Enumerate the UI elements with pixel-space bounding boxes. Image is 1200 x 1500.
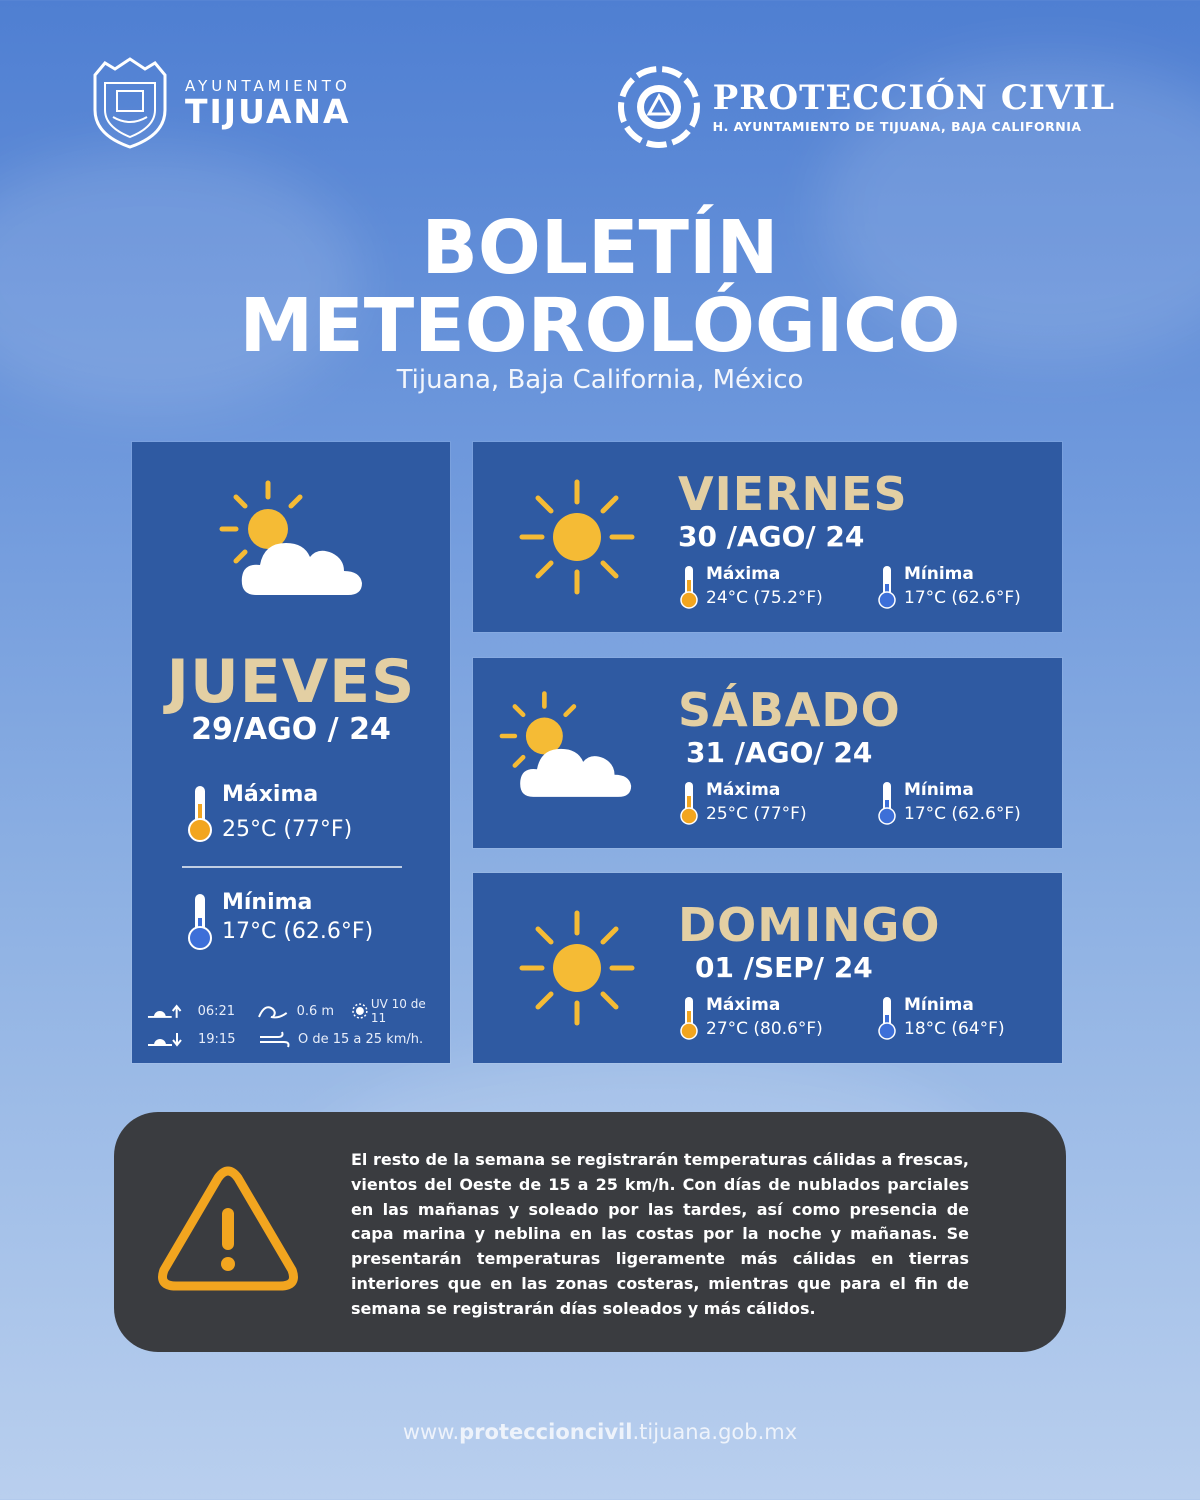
page-title (0, 205, 1200, 369)
friday-day: VIERNES (678, 467, 908, 521)
friday-date: 30 /AGO/ 24 (678, 520, 865, 553)
friday-max-label: Máxima (706, 564, 781, 584)
sunday-min-value: 18°C (64°F) (904, 1019, 1005, 1039)
wind-icon (258, 1029, 292, 1049)
sunday-max-label: Máxima (706, 995, 781, 1015)
saturday-panel (473, 658, 1062, 848)
sunday-panel (473, 873, 1062, 1063)
footer-url-domain: proteccioncivil (459, 1420, 633, 1444)
saturday-min-label: Mínima (904, 780, 974, 800)
alert-text: El resto de la semana se registrarán temperaturas cálidas a frescas, vientos del Oeste de 15 a 25 km/h. Con días de nublados parciales en las mañanas y soleado por las tardes, así como presencia de capa marina y neblina en las costas por la noche y mañanas. Se presentarán temperaturas ligeramente más cálidas en tierras interiores que en las zonas costeras, mientras que para el fin de semana se registrarán días soleados y más cálidos. (351, 1150, 969, 1318)
sunday-date: 01 /SEP/ 24 (695, 951, 873, 984)
thursday-max-label: Máxima (222, 782, 319, 807)
uv-icon (352, 1003, 368, 1019)
thursday-day: JUEVES (166, 647, 416, 717)
sunset-icon (144, 1029, 184, 1049)
warning-icon (156, 1164, 301, 1294)
friday-min-value: 17°C (62.6°F) (904, 588, 1021, 608)
title-line-1: BOLETÍN (421, 205, 779, 291)
saturday-min (876, 780, 1021, 826)
thursday-min-value: 17°C (62.6°F) (222, 919, 374, 944)
saturday-min-value: 17°C (62.6°F) (904, 804, 1021, 824)
uv-index: UV 10 de 11 (370, 997, 426, 1025)
wind-info: O de 15 a 25 km/h. (298, 1031, 424, 1047)
sun-icon (518, 478, 636, 596)
thermometer-cold-icon (876, 564, 898, 610)
thermometer-cold-icon (876, 995, 898, 1041)
friday-max (678, 564, 823, 610)
thermometer-cold-icon (186, 890, 214, 952)
thursday-panel (132, 442, 450, 1063)
thermometer-hot-icon (678, 780, 700, 826)
sunday-max-value: 27°C (80.6°F) (706, 1019, 823, 1039)
saturday-max-value: 25°C (77°F) (706, 804, 807, 824)
pc-small-label: H. AYUNTAMIENTO DE TIJUANA, BAJA CALIFORNIA (712, 118, 1082, 134)
tijuana-big-label: TIJUANA (185, 92, 351, 131)
sunday-day: DOMINGO (678, 898, 941, 952)
header (85, 55, 1115, 155)
wave-height: 0.6 m (296, 1003, 335, 1019)
saturday-max (678, 780, 807, 826)
tijuana-small-label: AYUNTAMIENTO (185, 77, 351, 95)
pc-big-label: PROTECCIÓN CIVIL (712, 77, 1115, 118)
sunday-min (876, 995, 1005, 1041)
proteccion-civil-logo (617, 65, 1115, 149)
friday-min (876, 564, 1021, 610)
sunrise-time: 06:21 (197, 1003, 236, 1019)
thermometer-hot-icon (678, 995, 700, 1041)
thursday-min-label: Mínima (222, 890, 313, 915)
thursday-extras (144, 997, 444, 1053)
thursday-max-value: 25°C (77°F) (222, 817, 353, 842)
tijuana-logo (85, 55, 351, 150)
saturday-day: SÁBADO (678, 683, 901, 737)
footer-url[interactable] (0, 1420, 1200, 1444)
friday-max-value: 24°C (75.2°F) (706, 588, 823, 608)
friday-min-label: Mínima (904, 564, 974, 584)
divider (182, 866, 402, 868)
wave-icon (257, 1001, 291, 1021)
tijuana-shield-icon (85, 55, 175, 150)
proteccion-civil-emblem-icon (617, 65, 701, 149)
thursday-date: 29/AGO / 24 (191, 712, 391, 747)
weekly-forecast-alert (114, 1112, 1066, 1352)
title-line-2: METEOROLÓGICO (239, 282, 961, 369)
thermometer-cold-icon (876, 780, 898, 826)
friday-panel (473, 442, 1062, 632)
thermometer-hot-icon (678, 564, 700, 610)
thermometer-hot-icon (186, 782, 214, 844)
footer-url-prefix: www. (402, 1420, 460, 1444)
footer-url-suffix: .tijuana.gob.mx (632, 1420, 798, 1444)
saturday-max-label: Máxima (706, 780, 781, 800)
sunday-min-label: Mínima (904, 995, 974, 1015)
sunrise-icon (144, 1001, 184, 1021)
sun-icon (518, 909, 636, 1027)
sunset-time: 19:15 (198, 1031, 236, 1047)
partly-cloudy-icon (493, 688, 653, 808)
page-subtitle: Tijuana, Baja California, México (396, 365, 804, 395)
saturday-date: 31 /AGO/ 24 (686, 736, 873, 769)
sunday-max (678, 995, 823, 1041)
partly-cloudy-icon (214, 477, 384, 607)
